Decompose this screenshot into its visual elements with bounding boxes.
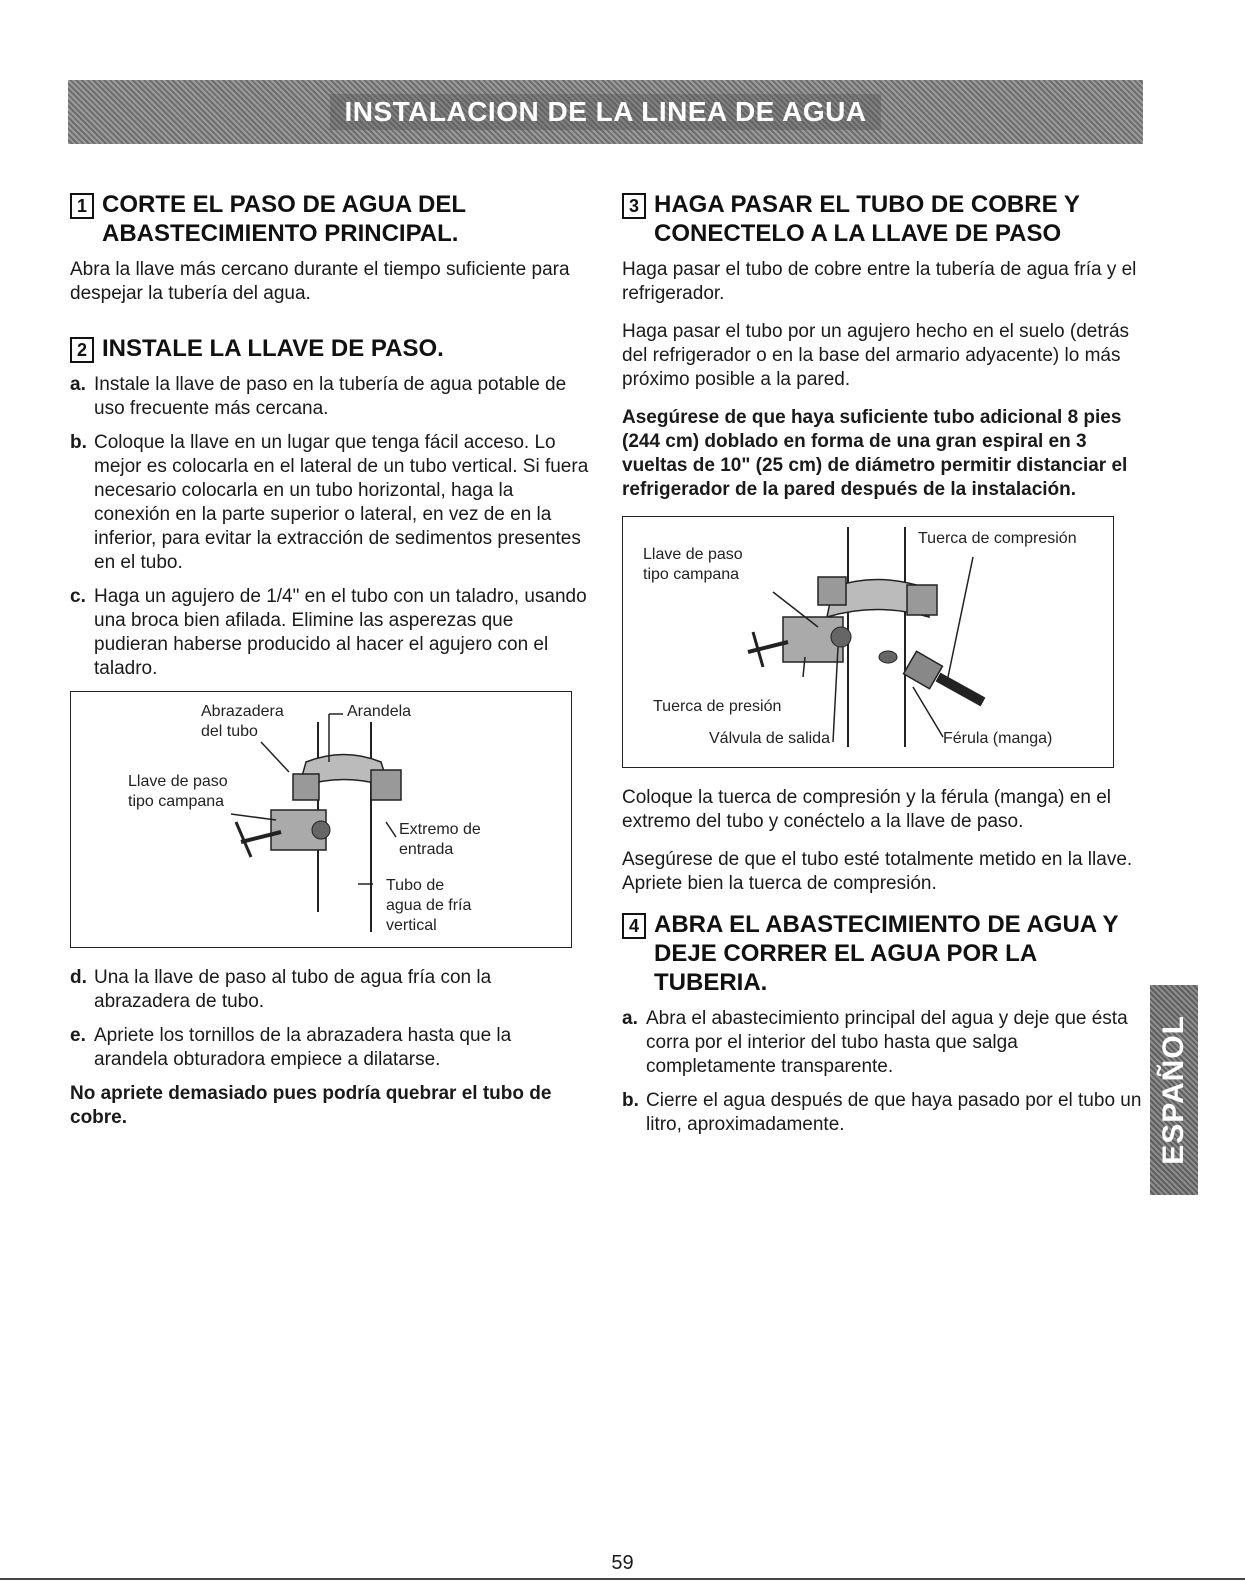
item-text: Coloque la llave en un lugar que tenga fácil acceso. Lo mejor es colocarla en el lateral de un tubo vertical. Si fuera necesario colocarla en un tubo horizontal, haga la conexión en la parte superior o lateral, en vez de en la inferior, para evitar la extracción de sedimentos presentes en el tubo.	[94, 432, 589, 573]
language-tab-label: ESPAÑOL	[1157, 1015, 1190, 1165]
step-3-para-1: Haga pasar el tubo de cobre entre la tubería de agua fría y el refrigerador.	[622, 259, 1137, 304]
step-3-para-3: Coloque la tuerca de compresión y la férula (manga) en el extremo del tubo y conéctelo a la llave de paso.	[622, 787, 1111, 832]
label-llave-de-paso: Llave de paso	[128, 773, 228, 790]
step-number-box: 1	[70, 193, 94, 219]
step-2-title: INSTALE LA LLAVE DE PASO.	[102, 335, 444, 362]
item-letter: a.	[70, 374, 86, 395]
label-valvula-salida: Válvula de salida	[709, 730, 830, 747]
step-number-box: 2	[70, 337, 94, 363]
warning-text: No apriete demasiado pues podría quebrar el tubo de cobre.	[70, 1083, 552, 1128]
item-text: Instale la llave de paso en la tubería de agua potable de uso frecuente más cercana.	[94, 374, 567, 419]
item-letter: a.	[622, 1008, 638, 1029]
step-3-title: HAGA PASAR EL TUBO DE COBRE Y CONECTELO A LA LLAVE DE PASO	[654, 191, 1080, 247]
saddle-valve-illustration	[71, 692, 571, 947]
page-number: 59	[611, 1552, 634, 1574]
label-del-tubo: del tubo	[201, 723, 258, 740]
label-abrazadera: Abrazadera	[201, 703, 284, 720]
item-letter: c.	[70, 586, 86, 607]
section-banner	[68, 80, 1143, 144]
compression-fitting-figure	[622, 516, 1114, 768]
label-ferula: Férula (manga)	[943, 730, 1053, 747]
step-4-heading	[622, 910, 1142, 997]
step-1-title: CORTE EL PASO DE AGUA DEL ABASTECIMIENTO PRINCIPAL.	[102, 191, 466, 247]
step-number-box: 3	[622, 193, 646, 219]
step-3-bold-note: Asegúrese de que haya suficiente tubo adicional 8 pies (244 cm) doblado en forma de una gran espiral en 3 vueltas de 10" (25 cm) de diámetro permitir distanciar el refrigerador de la pared después de la instalación.	[622, 407, 1128, 500]
label-tubo-de: Tubo de	[386, 877, 445, 894]
language-tab	[1150, 985, 1198, 1195]
banner-title: INSTALACION DE LA LINEA DE AGUA	[330, 94, 880, 130]
step-number-box: 4	[622, 913, 646, 939]
step-2-heading	[70, 334, 590, 363]
list-item	[70, 585, 590, 681]
step-1-heading	[70, 190, 590, 248]
step-3-heading	[622, 190, 1142, 248]
label-extremo-de: Extremo de	[399, 821, 481, 838]
label-agua-de-fria: agua de fría	[386, 897, 472, 914]
item-letter: b.	[70, 432, 87, 453]
item-letter: d.	[70, 967, 87, 988]
saddle-valve-figure	[70, 691, 572, 948]
bottom-rule	[0, 1578, 1245, 1580]
label-arandela: Arandela	[347, 703, 412, 720]
list-item	[70, 966, 590, 1014]
item-text: Haga un agujero de 1/4" en el tubo con un taladro, usando una broca bien afilada. Elimine las asperezas que pudieran haberse producido al hacer el agujero con el taladro.	[94, 586, 587, 679]
right-column	[622, 190, 1142, 1147]
label-tuerca-presion: Tuerca de presión	[653, 698, 782, 715]
list-item	[622, 1089, 1142, 1137]
step-1-body: Abra la llave más cercano durante el tiempo suficiente para despejar la tubería del agua.	[70, 259, 570, 304]
label-tuerca-compresion: Tuerca de compresión	[918, 530, 1077, 547]
label-entrada: entrada	[399, 841, 454, 858]
item-text: Cierre el agua después de que haya pasado por el tubo un litro, aproximadamente.	[646, 1090, 1142, 1135]
item-text: Abra el abastecimiento principal del agua y deje que ésta corra por el interior del tubo hasta que salga completamente transparente.	[646, 1008, 1128, 1077]
item-letter: e.	[70, 1025, 86, 1046]
list-item	[622, 1007, 1142, 1079]
label-tipo-campana: tipo campana	[128, 793, 225, 810]
item-text: Una la llave de paso al tubo de agua fría con la abrazadera de tubo.	[94, 967, 492, 1012]
step-4-title: ABRA EL ABASTECIMIENTO DE AGUA Y DEJE CORRER EL AGUA POR LA TUBERIA.	[654, 911, 1119, 996]
left-column	[70, 190, 590, 1144]
label-tipo-campana: tipo campana	[643, 566, 740, 583]
label-vertical: vertical	[386, 917, 437, 934]
list-item	[70, 1024, 590, 1072]
step-3-para-4: Asegúrese de que el tubo esté totalmente metido en la llave. Apriete bien la tuerca de compresión.	[622, 849, 1133, 894]
item-letter: b.	[622, 1090, 639, 1111]
item-text: Apriete los tornillos de la abrazadera hasta que la arandela obturadora empiece a dilatarse.	[94, 1025, 512, 1070]
step-3-para-2: Haga pasar el tubo por un agujero hecho en el suelo (detrás del refrigerador o en la base del armario adyacente) lo más próximo posible a la pared.	[622, 321, 1130, 390]
list-item	[70, 373, 590, 421]
label-llave-de-paso: Llave de paso	[643, 546, 743, 563]
list-item	[70, 431, 590, 575]
